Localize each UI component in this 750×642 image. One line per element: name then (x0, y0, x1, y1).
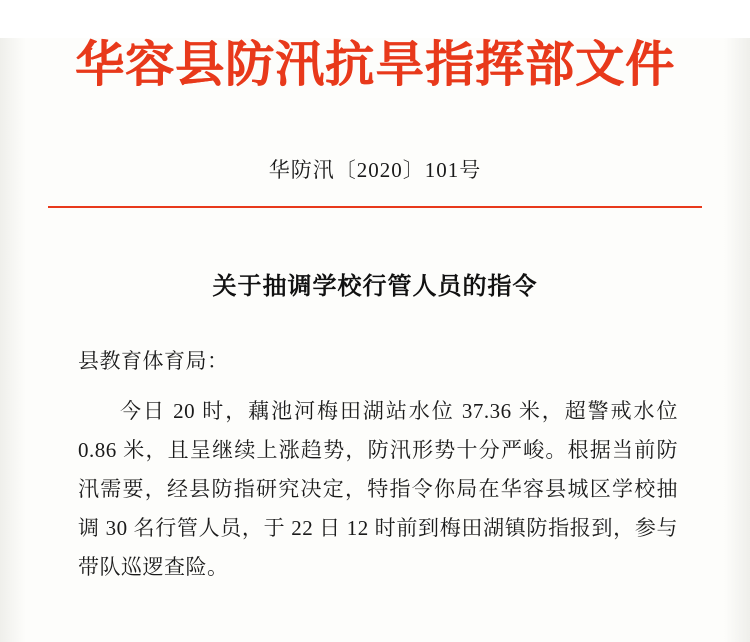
document-body (78, 345, 678, 587)
red-divider-rule (48, 206, 702, 208)
document-subject-heading: 关于抽调学校行管人员的指令 (212, 273, 538, 300)
page-right-shadow (724, 38, 750, 642)
body-paragraph: 今日 20 时，藕池河梅田湖站水位 37.36 米，超警戒水位 0.86 米，且呈继续上涨趋势，防汛形势十分严峻。根据当前防汛需要，经县防指研究决定，特指令你局在华容县城区学校抽调 30 名行管人员，于 22 日 12 时前到梅田湖镇防指报到，参与带队巡逻查险。 (78, 399, 678, 579)
document-page (0, 38, 750, 642)
document-title: 华容县防汛抗旱指挥部文件 (74, 37, 675, 92)
salutation: 县教育体育局： (78, 348, 229, 373)
document-number: 华防汛〔2020〕101号 (268, 157, 482, 182)
page-left-shadow (0, 38, 26, 642)
